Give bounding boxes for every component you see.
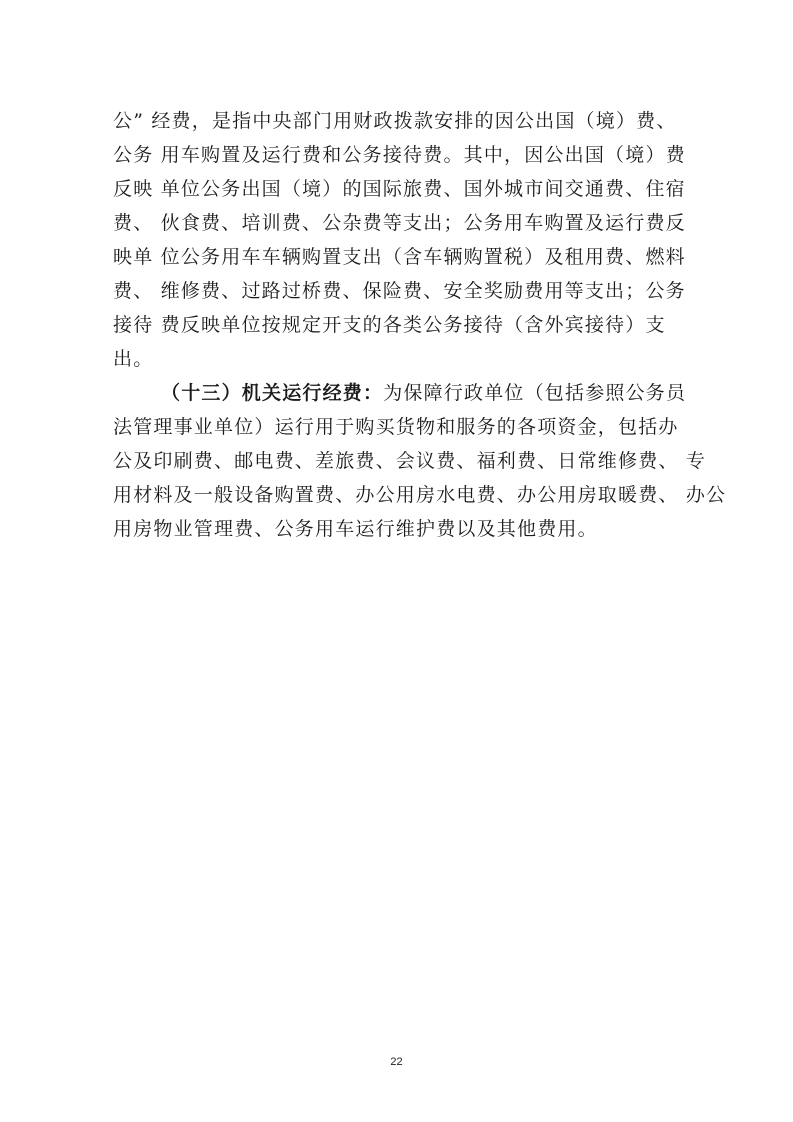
paragraph-1-line: 出。 (113, 348, 154, 370)
paragraph-1-line: 公务 用车购置及运行费和公务接待费。其中，因公出国（境）费 (113, 144, 686, 166)
paragraph-2-line: 用房物业管理费、公务用车运行维护费以及其他费用。 (113, 518, 598, 540)
paragraph-2-first-line (113, 376, 733, 410)
section-heading: （十三）机关运行经费： (161, 382, 384, 404)
page-number: 22 (390, 1056, 403, 1068)
paragraph-2-line: 法管理事业单位）运行用于购买货物和服务的各项资金，包括办 (113, 416, 679, 438)
paragraph-1-line: 反映 单位公务出国（境）的国际旅费、国外城市间交通费、住宿 (113, 178, 686, 200)
paragraph-1-line: 映单 位公务用车车辆购置支出（含车辆购置税）及租用费、燃料 (113, 246, 686, 268)
paragraph-1-line: 费、 伙食费、培训费、公杂费等支出；公务用车购置及运行费反 (113, 212, 686, 234)
body-text (113, 104, 733, 546)
paragraph-2-line: 用材料及一般设备购置费、办公用房水电费、办公用房取暖费、 办公 (113, 484, 727, 506)
section-heading-continuation: 为保障行政单位（包括参照公务员 (383, 382, 687, 404)
paragraph-2-line: 公及印刷费、邮电费、差旅费、会议费、福利费、日常维修费、 专 (113, 450, 707, 472)
paragraph-1-line: 费、 维修费、过路过桥费、保险费、安全奖励费用等支出；公务 (113, 280, 686, 302)
paragraph-1-line: 接待 费反映单位按规定开支的各类公务接待（含外宾接待）支 (113, 314, 666, 336)
paragraph-1-line: 公” 经费，是指中央部门用财政拨款安排的因公出国（境）费、 (113, 110, 677, 132)
